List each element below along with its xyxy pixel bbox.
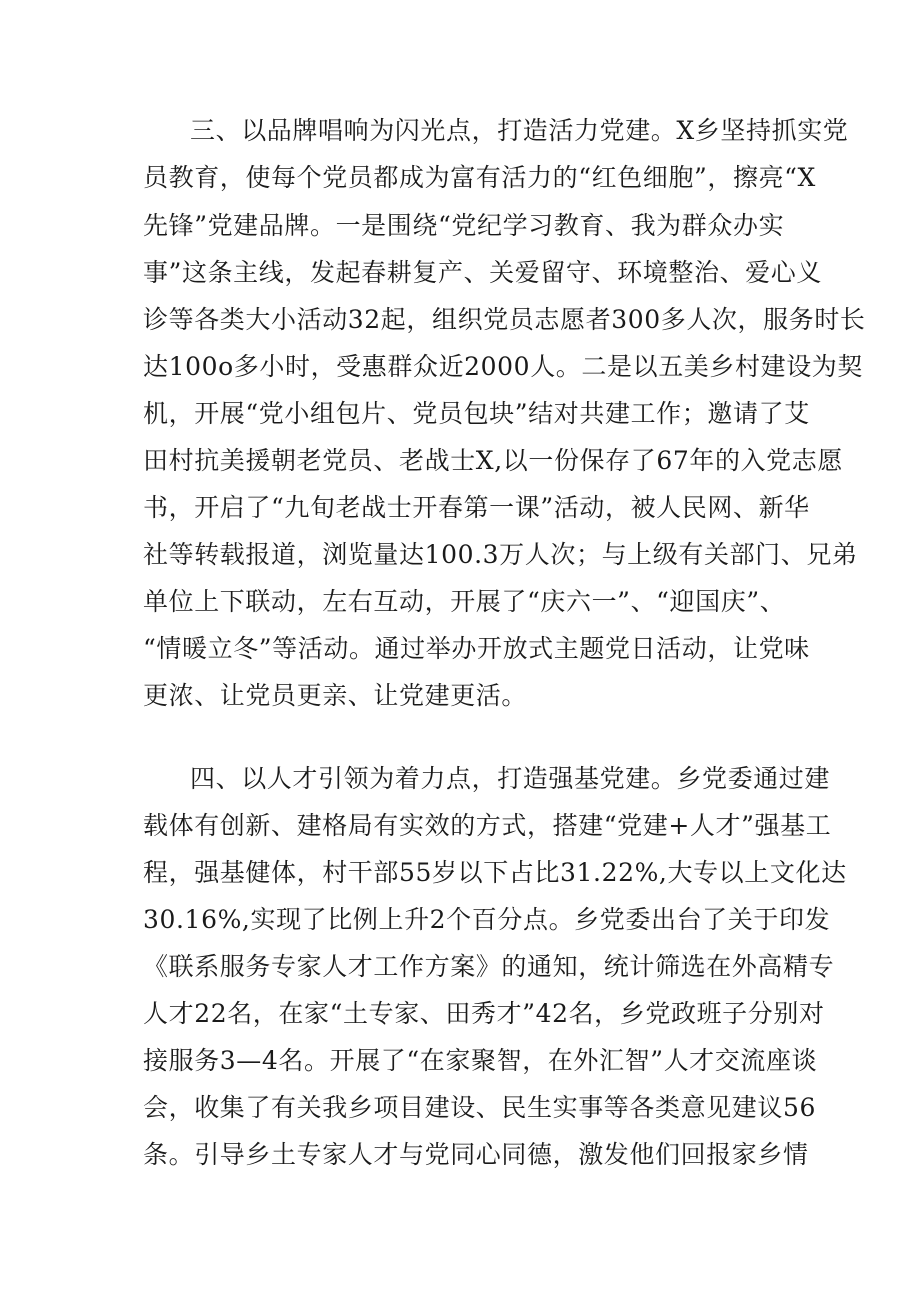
text-line: 条。引导乡土专家人才与党同心同德，激发他们回报家乡情 <box>143 1140 809 1169</box>
text-line: 四、以人才引领为着力点，打造强基党建。乡党委通过建 <box>190 764 831 793</box>
text-line: 载体有创新、建格局有实效的方式，搭建“党建+人才”强基工 <box>143 811 832 840</box>
text-line: 三、以品牌唱响为闪光点，打造活力党建。X乡坚持抓实党 <box>190 116 849 145</box>
text-line: 30.16%,实现了比例上升2个百分点。乡党委出台了关于印发 <box>143 905 831 934</box>
text-line: 事”这条主线，发起春耕复产、关爱留守、环境整治、爱心义 <box>143 258 822 287</box>
text-line: 机，开展“党小组包片、党员包块”结对共建工作；邀请了艾 <box>143 399 810 428</box>
text-line: 《联系服务专家人才工作方案》的通知，统计筛选在外高精专 <box>143 952 835 981</box>
text-line: 更浓、让党员更亲、让党建更活。 <box>143 681 528 710</box>
text-line: 田村抗美援朝老党员、老战士X,以一份保存了67年的入党志愿 <box>143 446 843 475</box>
text-line: 接服务3—4名。开展了“在家聚智，在外汇智”人才交流座谈 <box>143 1046 818 1075</box>
text-line: 会，收集了有关我乡项目建设、民生实事等各类意见建议56 <box>143 1093 817 1122</box>
text-line: 程，强基健体，村干部55岁以下占比31.22%,大专以上文化达 <box>143 858 847 887</box>
text-line: 员教育，使每个党员都成为富有活力的“红色细胞”，擦亮“X <box>143 163 816 192</box>
text-line: “情暖立冬”等活动。通过举办开放式主题党日活动，让党味 <box>143 634 810 663</box>
text-line: 诊等各类大小活动32起，组织党员志愿者300多人次，服务时长 <box>143 305 866 334</box>
text-line: 书，开启了“九旬老战士开春第一课”活动，被人民网、新华 <box>143 493 810 522</box>
text-line: 先锋”党建品牌。一是围绕“党纪学习教育、我为群众办实 <box>143 211 785 240</box>
text-line: 达100o多小时，受惠群众近2000人。二是以五美乡村建设为契 <box>143 352 863 381</box>
text-line: 社等转载报道，浏览量达100.3万人次；与上级有关部门、兄弟 <box>143 540 858 569</box>
text-line: 单位上下联动，左右互动，开展了“庆六一”、“迎国庆”、 <box>143 587 786 616</box>
text-line: 人才22名，在家“土专家、田秀才”42名，乡党政班子分别对 <box>143 999 825 1028</box>
